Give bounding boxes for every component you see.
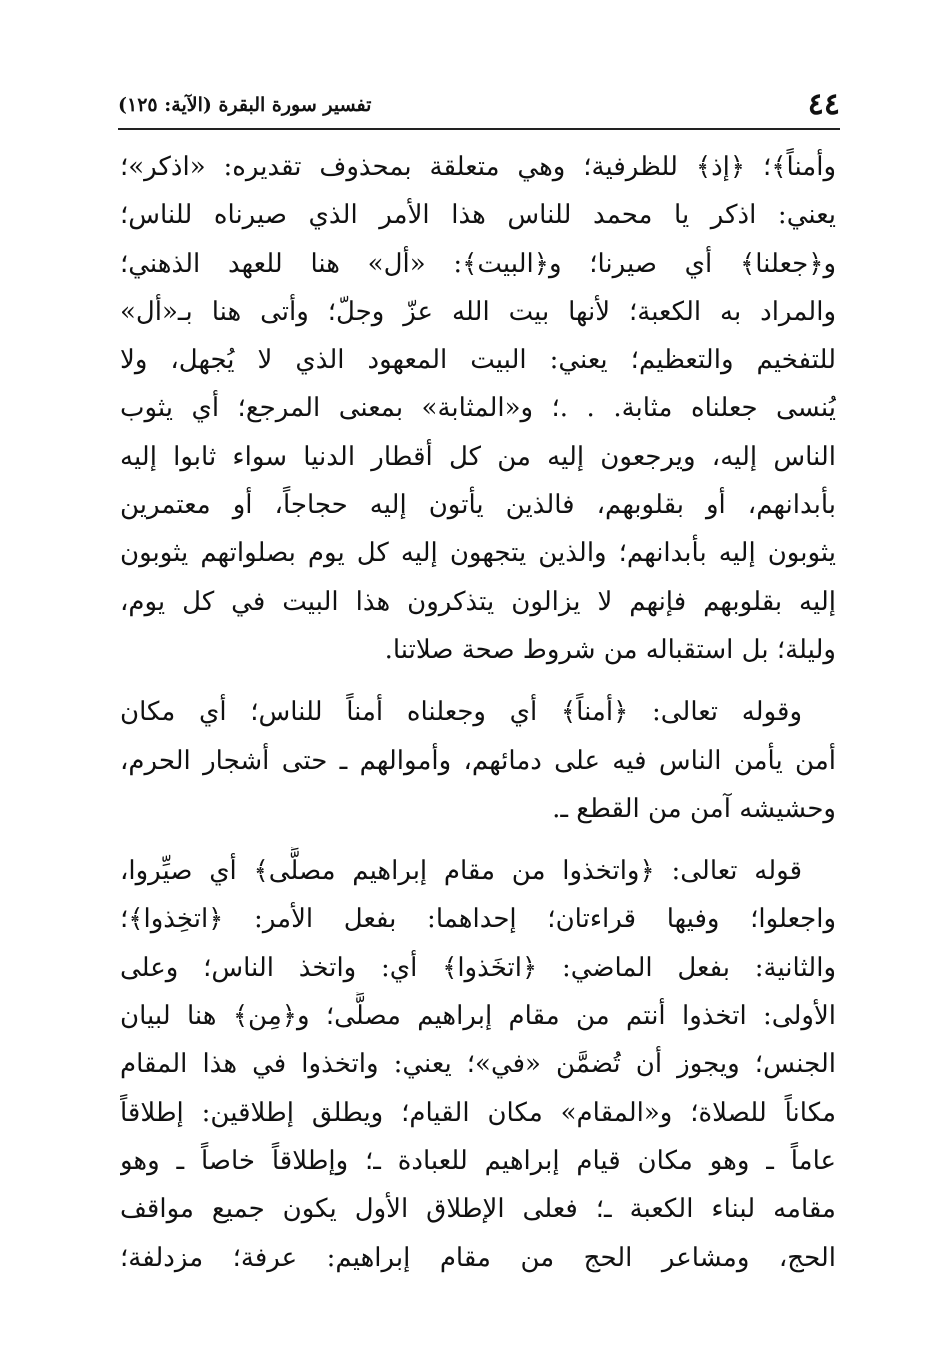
text-line: إليه بقلوبهم فإنهم لا يزالون يتذكرون هذا البيت في كل يوم، bbox=[120, 586, 836, 617]
text-line: وأمناً﴾؛ ﴿إذ﴾ للظرفية؛ وهي متعلقة بمحذوف تقديره: «اذكر»؛ bbox=[120, 152, 836, 182]
text-line: عاماً ـ وهو مكان قيام إبراهيم للعبادة ـ؛ وإطلاقاً خاصاً ـ وهو bbox=[120, 1145, 836, 1176]
text-line: الجنس؛ ويجوز أن تُضمَّن «في»؛ يعني: واتخذوا في هذا المقام bbox=[120, 1049, 836, 1080]
paragraph-3 bbox=[120, 847, 836, 1282]
text-line: الناس إليه، ويرجعون إليه من كل أقطار الدنيا سواء ثابوا إليه bbox=[120, 441, 836, 472]
body-text bbox=[120, 143, 836, 1282]
text-line: مكاناً للصلاة؛ و«المقام» مكان القيام؛ ويطلق إطلاقين: إطلاقاً bbox=[120, 1097, 836, 1128]
text-line: والثانية: بفعل الماضي: ﴿اتخَذوا﴾ أي: واتخذ الناس؛ وعلى bbox=[120, 952, 836, 983]
text-line: وقوله تعالى: ﴿أمناً﴾ أي وجعلناه أمناً للناس؛ أي مكان bbox=[120, 697, 802, 728]
text-line: الأولى: اتخذوا أنتم من مقام إبراهيم مصلًّى؛ و﴿مِن﴾ هنا لبيان bbox=[120, 1001, 836, 1032]
text-line: وليلة؛ بل استقباله من شروط صحة صلاتنا. bbox=[384, 634, 836, 665]
text-line: يُنسى جعلناه مثابة. . .؛ و«المثابة» بمعنى المرجع؛ أي يثوب bbox=[120, 393, 836, 424]
running-title: تفسير سورة البقرة (الآية: ١٢٥) bbox=[118, 94, 372, 116]
paragraph-2 bbox=[120, 688, 836, 833]
text-line: يثوبون إليه بأبدانهم؛ والذين يتجهون إليه كل يوم بصلواتهم يثوبون bbox=[120, 538, 836, 569]
text-line: للتفخيم والتعظيم؛ يعني: البيت المعهود الذي لا يُجهل، ولا bbox=[120, 345, 836, 376]
page-header bbox=[118, 86, 840, 126]
paragraph-1 bbox=[120, 143, 836, 674]
text-line: والمراد به الكعبة؛ لأنها بيت الله عزّ وجلّ؛ وأتى هنا بـ«أل» bbox=[120, 296, 836, 327]
text-line: مقامه لبناء الكعبة ـ؛ فعلى الإطلاق الأول يكون جميع مواقف bbox=[120, 1194, 836, 1225]
text-line: قوله تعالى: ﴿واتخذوا من مقام إبراهيم مصلًّى﴾ أي صيِّروا، bbox=[120, 856, 802, 887]
text-line: وحشيشه آمن من القطع ـ. bbox=[552, 793, 836, 824]
text-line: الحج، ومشاعر الحج من مقام إبراهيم: عرفة؛ مزدلفة؛ bbox=[120, 1242, 836, 1273]
text-line: بأبدانهم، أو بقلوبهم، فالذين يأتون إليه حجاجاً، أو معتمرين bbox=[120, 490, 836, 521]
page-number: ٤٤ bbox=[807, 87, 840, 122]
text-line: و﴿جعلنا﴾ أي صيرنا؛ و﴿البيت﴾: «أل» هنا للعهد الذهني؛ bbox=[120, 248, 836, 279]
header-divider bbox=[118, 128, 840, 130]
text-line: أمن يأمن الناس فيه على دمائهم، وأموالهم ـ حتى أشجار الحرم، bbox=[120, 745, 836, 776]
text-line: واجعلوا؛ وفيها قراءتان؛ إحداهما: بفعل الأمر: ﴿اتخِذوا﴾؛ bbox=[120, 904, 836, 935]
text-line: يعني: اذكر يا محمد للناس هذا الأمر الذي صيرناه للناس؛ bbox=[120, 200, 836, 231]
